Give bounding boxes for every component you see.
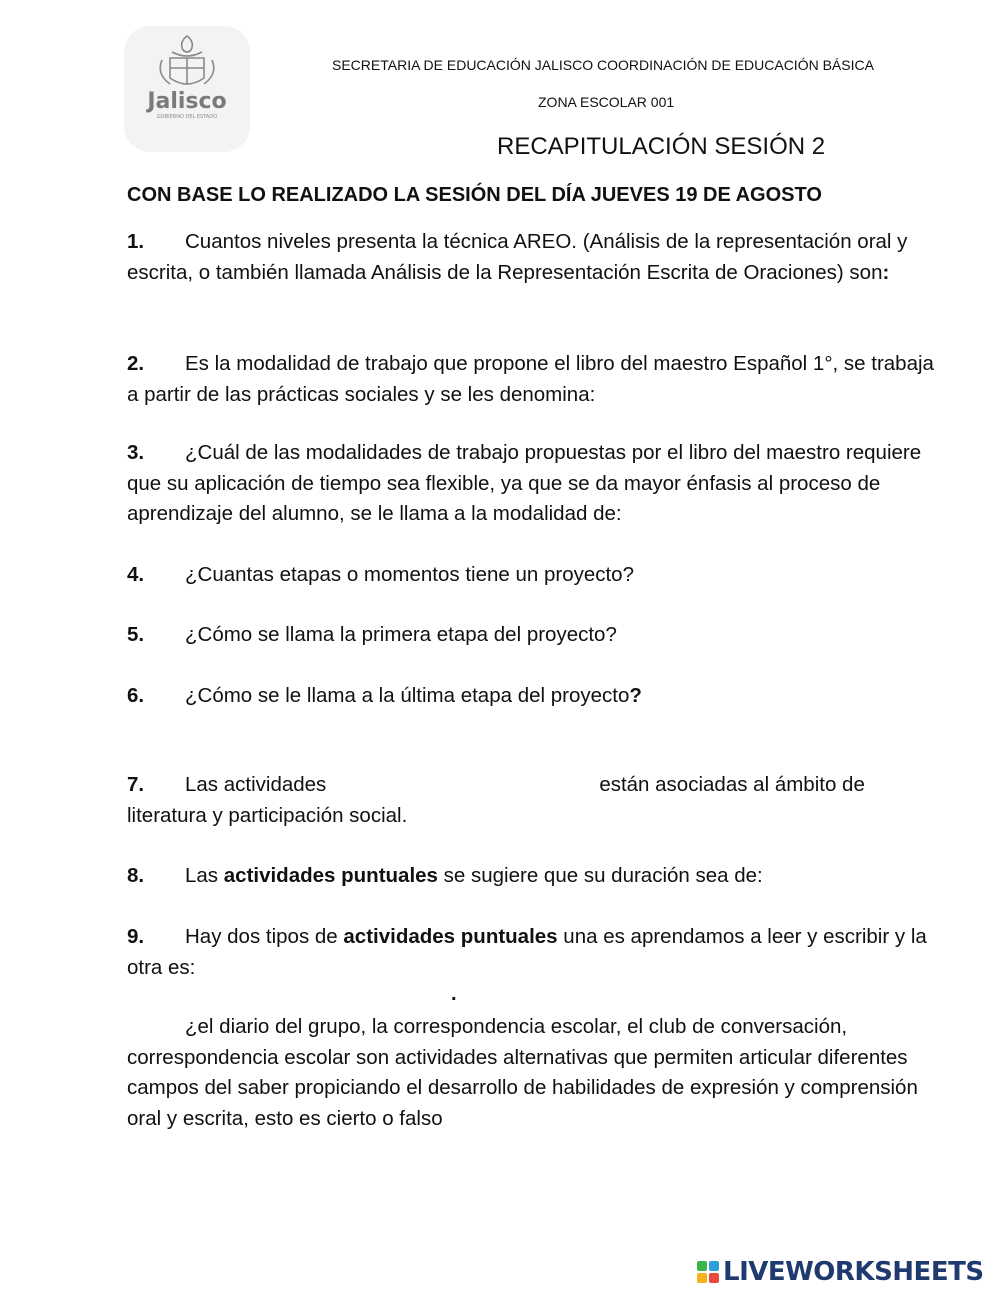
question-number: 3. [127, 441, 145, 464]
question-3 [127, 438, 947, 530]
question-tail: : [882, 260, 890, 284]
question-number: 6. [127, 684, 145, 707]
question-9 [127, 922, 947, 983]
question-text-after: una es aprendamos a leer y escribir y la otra es: [127, 925, 927, 979]
question-number: 1. [127, 230, 145, 253]
question-number: 7. [127, 773, 145, 796]
question-text: Cuantos niveles presenta la técnica AREO. (Análisis de la representación oral y escrita, o también llamada Análisis de la Representación Escrita de Oraciones) son [127, 230, 908, 284]
intro-heading: CON BASE LO REALIZADO LA SESIÓN DEL DÍA JUEVES 19 DE AGOSTO [127, 184, 822, 206]
question-8 [127, 861, 947, 892]
question-number: 9. [127, 925, 145, 948]
liveworksheets-text: LIVEWORKSHEETS [723, 1257, 984, 1287]
question-2 [127, 349, 947, 410]
question-number: 4. [127, 563, 145, 586]
question-text: ¿Cómo se le llama a la última etapa del proyecto [185, 684, 630, 707]
question-4 [127, 560, 947, 591]
question-text-before: Hay dos tipos de [185, 925, 338, 948]
question-bold: actividades puntuales [223, 864, 438, 887]
question-text-after: están asociadas al ámbito de literatura y participación social. [127, 773, 865, 827]
question-text: ¿Cuantas etapas o momentos tiene un proyecto? [185, 563, 634, 586]
blank-dot: . [451, 983, 457, 1005]
header-line-1: SECRETARIA DE EDUCACIÓN JALISCO COORDINACIÓN DE EDUCACIÓN BÁSICA [332, 57, 874, 73]
true-false-statement: ¿el diario del grupo, la correspondencia escolar, el club de conversación, correspondencia escolar son actividades alternativas que permiten articular diferentes campos del saber propiciando el desarrollo de habilidades de expresión y comprensión oral y escrita, esto es cierto o falso [127, 1015, 918, 1130]
question-tail: ? [629, 684, 642, 707]
question-text-before: Las [185, 864, 219, 887]
header-line-2: ZONA ESCOLAR 001 [538, 94, 675, 110]
jalisco-logo [112, 14, 262, 164]
question-text: Es la modalidad de trabajo que propone el libro del maestro Español 1°, se trabaja a partir de las prácticas sociales y se les denomina: [127, 352, 934, 406]
question-number: 8. [127, 864, 145, 887]
jalisco-logo-graphic [112, 14, 262, 164]
question-7 [127, 770, 947, 831]
question-6 [127, 681, 947, 712]
question-bold: actividades puntuales [343, 925, 558, 948]
liveworksheets-brand [697, 1257, 984, 1287]
question-text: ¿Cómo se llama la primera etapa del proyecto? [185, 623, 617, 646]
question-number: 5. [127, 623, 145, 646]
question-text: ¿Cuál de las modalidades de trabajo propuestas por el libro del maestro requiere que su aplicación de tiempo sea flexible, ya que se da mayor énfasis al proceso de aprendizaje del alumno, se le llama a la modalidad de: [127, 441, 922, 525]
page-title: RECAPITULACIÓN SESIÓN 2 [497, 133, 826, 160]
logo-name: Jalisco [147, 89, 227, 114]
question-5 [127, 620, 947, 651]
liveworksheets-icon [697, 1261, 719, 1283]
question-text-after: se sugiere que su duración sea de: [443, 864, 763, 887]
question-number: 2. [127, 352, 145, 375]
question-1 [127, 227, 947, 288]
logo-subtitle: GOBIERNO DEL ESTADO [156, 114, 218, 120]
question-text-before: Las actividades [185, 773, 327, 796]
